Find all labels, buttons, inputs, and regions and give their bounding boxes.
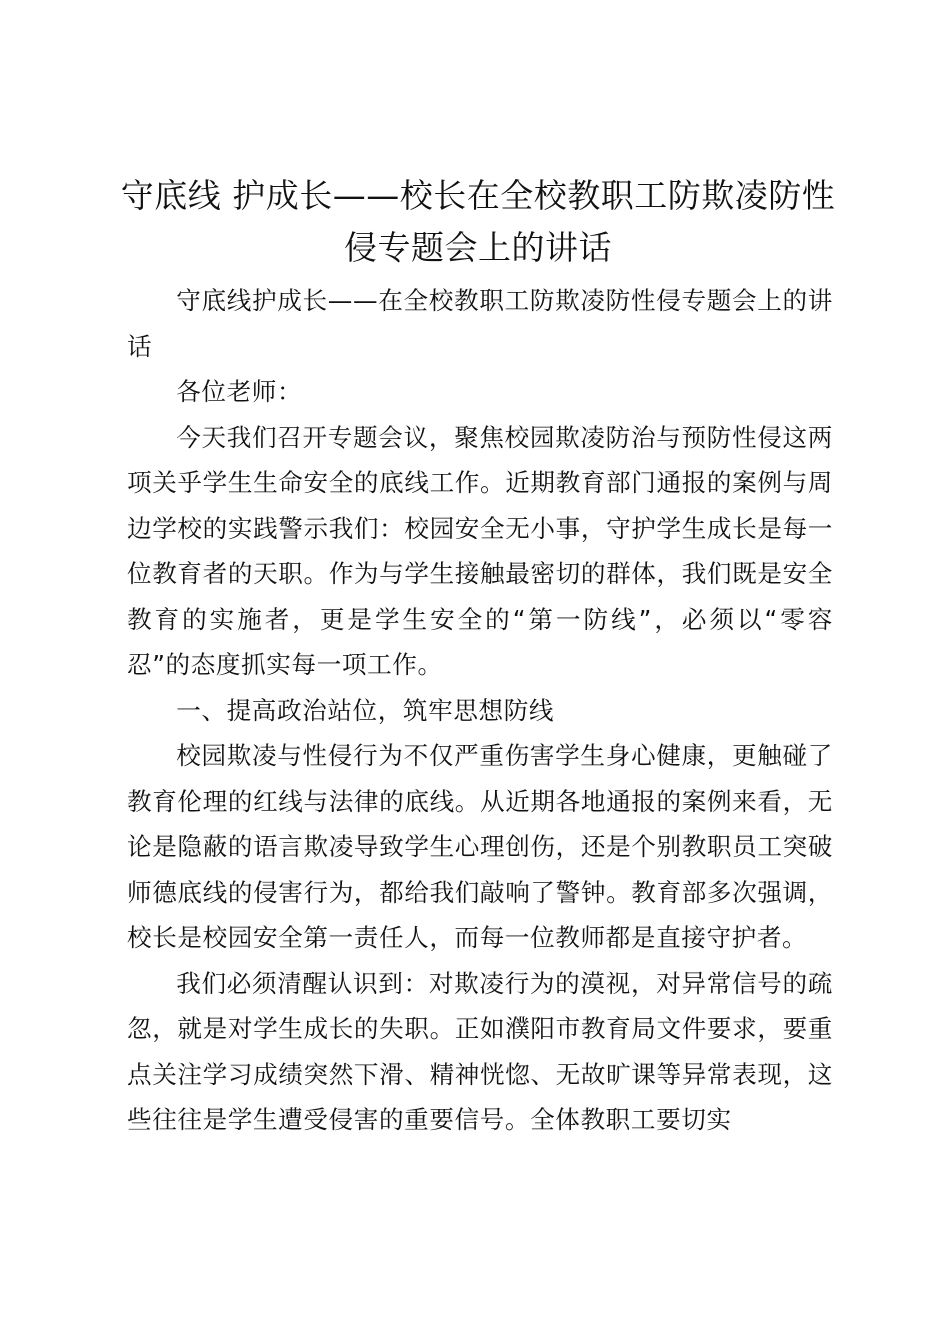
greeting: 各位老师：	[176, 377, 303, 406]
paragraph-intro: 今天我们召开专题会议，聚焦校园欺凌防治与预防性侵这两项关乎学生生命安全的底线工作。近期教育部门通报的案例与周边学校的实践警示我们：校园安全无小事，守护学生成长是每一位教育者的天职。作为与学生接触最密切的群体，我们既是安全教育的实施者，更是学生安全的“第一防线”，必须以“零容忍”的态度抓实每一项工作。	[127, 422, 833, 679]
section1-paragraph-2: 我们必须清醒认识到：对欺凌行为的漠视，对异常信号的疏忽，就是对学生成长的失职。正如濮阳市教育局文件要求，要重点关注学习成绩突然下滑、精神恍惚、无故旷课等异常表现，这些往往是学生遭受侵害的重要信号。全体教职工要切实	[127, 968, 833, 1134]
section1-paragraph-1: 校园欺凌与性侵行为不仅严重伤害学生身心健康，更触碰了教育伦理的红线与法律的底线。从近期各地通报的案例来看，无论是隐蔽的语言欺凌导致学生心理创伤，还是个别教职员工突破师德底线的侵害行为，都给我们敲响了警钟。教育部多次强调，校长是校园安全第一责任人，而每一位教师都是直接守护者。	[127, 741, 833, 952]
document-body	[127, 278, 833, 1143]
document-subtitle: 守底线护成长——在全校教职工防欺凌防性侵专题会上的讲话	[127, 286, 833, 361]
document-title: 守底线 护成长——校长在全校教职工防欺凌防性侵专题会上的讲话	[120, 176, 836, 267]
section-heading-1: 一、提高政治站位，筑牢思想防线	[176, 695, 555, 725]
